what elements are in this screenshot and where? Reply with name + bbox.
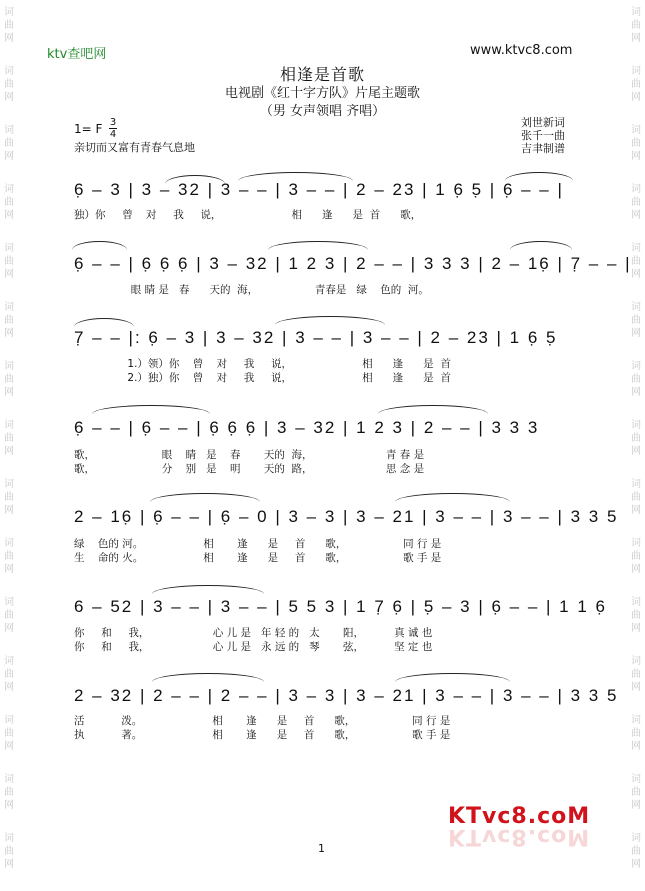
site-logo[interactable]: KTvc8.coM (448, 804, 591, 829)
watermark-char: 网 (631, 269, 641, 280)
lyric-line: 歌， 分 别 是 明 天的 路， 思 念 是 (74, 463, 425, 475)
site-logo-reflection: KTvc8.coM (448, 824, 591, 849)
arranger-credit: 吉聿制谱 (521, 142, 565, 155)
watermark-char: 网 (4, 210, 14, 221)
watermark-char: 网 (4, 505, 14, 516)
slur (152, 585, 264, 594)
watermark-char: 词 (4, 597, 14, 608)
notation-row: 6 – 52 | 3 – – | 3 – – | 5 5 3 | 1 7̣ 6̣ | 5̣ – 3 | 6̣ – – | 1 1 6̣ (74, 597, 607, 616)
right-watermark-column (629, 0, 643, 891)
watermark-char: 词 (631, 833, 641, 844)
slur (72, 241, 127, 250)
notation-row: 2 – 16̣ | 6̣ – – | 6̣ – 0 | 3 – 3 | 3 – 21 | 3 – – | 3 – – | 3 3 5 (74, 507, 619, 526)
watermark-char: 词 (631, 66, 641, 77)
watermark-char: 曲 (631, 79, 641, 90)
watermark-char: 网 (4, 151, 14, 162)
credits (521, 116, 565, 155)
lyric-line: 生 命的 火。 相 逢 是 首 歌， 歌 手 是 (74, 552, 442, 564)
song-performers: （男 女声领唱 齐唱） (259, 104, 386, 119)
watermark-char: 曲 (631, 610, 641, 621)
watermark-char: 曲 (4, 669, 14, 680)
watermark-char: 曲 (4, 787, 14, 798)
slur (275, 316, 385, 325)
lyric-line: 1.）领）你 曾 对 我 说， 相 逢 是 首 (74, 358, 451, 370)
meter-top: 3 (109, 117, 117, 128)
lyric-line: 独）你 曾 对 我 说， 相 逢 是 首 歌， (74, 209, 422, 221)
slur (395, 493, 510, 502)
watermark-char: 曲 (631, 787, 641, 798)
watermark-char: 网 (4, 623, 14, 634)
notation-row: 7̣ – – |: 6̣ – 3 | 3 – 32 | 3 – – | 3 – – | 2 – 23 | 1 6̣ 5̣ (74, 328, 558, 347)
watermark-char: 词 (4, 774, 14, 785)
watermark-char: 网 (4, 682, 14, 693)
watermark-char: 词 (631, 656, 641, 667)
slur (152, 673, 264, 682)
site-url-right[interactable]: www.ktvc8.com (470, 43, 573, 58)
watermark-char: 网 (631, 564, 641, 575)
watermark-char: 曲 (4, 138, 14, 149)
watermark-char: 曲 (631, 197, 641, 208)
watermark-char: 曲 (631, 669, 641, 680)
song-subtitle: 电视剧《红十字方队》片尾主题歌 (224, 86, 420, 101)
slur (150, 493, 260, 502)
lyric-line: 你 和 我， 心 儿 是 年 轻 的 太 阳， 真 诚 也 (74, 627, 433, 639)
watermark-char: 网 (631, 682, 641, 693)
watermark-char: 词 (4, 361, 14, 372)
watermark-char: 词 (631, 715, 641, 726)
time-signature (109, 118, 117, 139)
watermark-char: 词 (4, 479, 14, 490)
lyric-line: 执 著。 相 逢 是 首 歌， 歌 手 是 (74, 729, 451, 741)
left-watermark-column (2, 0, 16, 891)
watermark-char: 网 (4, 446, 14, 457)
watermark-char: 网 (631, 505, 641, 516)
watermark-char: 曲 (4, 256, 14, 267)
page-number: 1 (318, 842, 325, 855)
watermark-char: 曲 (631, 551, 641, 562)
watermark-char: 网 (631, 741, 641, 752)
watermark-char: 词 (631, 243, 641, 254)
watermark-char: 网 (631, 800, 641, 811)
meter-bottom: 4 (109, 129, 117, 140)
watermark-char: 词 (4, 538, 14, 549)
watermark-char: 曲 (4, 20, 14, 31)
watermark-char: 曲 (631, 374, 641, 385)
watermark-char: 曲 (631, 433, 641, 444)
slur (378, 405, 488, 414)
lyric-line: 眼 睛 是 春 天的 海， 青春是 绿 色的 河。 (74, 284, 429, 296)
watermark-char: 网 (4, 269, 14, 280)
watermark-char: 网 (631, 210, 641, 221)
watermark-char: 词 (631, 184, 641, 195)
watermark-char: 词 (4, 184, 14, 195)
watermark-char: 词 (4, 125, 14, 136)
notation-row: 6̣ – – | 6̣ 6̣ 6̣ | 3 – 32 | 1 2 3 | 2 – – | 3 3 3 | 2 – 16̣ | 7̣ – – | (74, 254, 632, 273)
watermark-char: 曲 (4, 846, 14, 857)
watermark-char: 曲 (4, 315, 14, 326)
style-note: 亲切而又富有青春气息地 (74, 141, 195, 154)
watermark-char: 词 (4, 420, 14, 431)
watermark-char: 词 (631, 302, 641, 313)
notation-row: 6̣ – – | 6̣ – – | 6̣ 6̣ 6̣ | 3 – 32 | 1 2 3 | 2 – – | 3 3 3 (74, 418, 540, 437)
watermark-char: 网 (631, 387, 641, 398)
slur (74, 318, 134, 327)
watermark-char: 词 (631, 420, 641, 431)
watermark-char: 网 (4, 564, 14, 575)
watermark-char: 词 (4, 833, 14, 844)
watermark-char: 网 (631, 33, 641, 44)
watermark-char: 词 (631, 538, 641, 549)
watermark-char: 网 (631, 151, 641, 162)
song-title: 相逢是首歌 (279, 65, 365, 84)
watermark-char: 曲 (631, 315, 641, 326)
watermark-char: 曲 (4, 433, 14, 444)
watermark-char: 网 (4, 33, 14, 44)
notation-row: 6̣ – 3 | 3 – 32 | 3 – – | 3 – – | 2 – 23 | 1 6̣ 5̣ | 6̣ – – | (74, 180, 564, 199)
watermark-char: 词 (631, 361, 641, 372)
watermark-char: 曲 (631, 256, 641, 267)
notation-row: 2 – 32 | 2 – – | 2 – – | 3 – 3 | 3 – 21 | 3 – – | 3 – – | 3 3 5 (74, 686, 619, 705)
slur (268, 241, 368, 250)
watermark-char: 词 (4, 66, 14, 77)
watermark-char: 网 (4, 859, 14, 870)
watermark-char: 曲 (631, 138, 641, 149)
watermark-char: 词 (631, 774, 641, 785)
composer-credit: 张千一曲 (521, 129, 565, 142)
lyric-line: 2.）独）你 曾 对 我 说， 相 逢 是 首 (74, 372, 451, 384)
watermark-char: 网 (631, 859, 641, 870)
watermark-char: 曲 (4, 551, 14, 562)
watermark-char: 曲 (4, 374, 14, 385)
watermark-char: 网 (4, 800, 14, 811)
lyric-line: 你 和 我， 心 儿 是 永 远 的 琴 弦， 坚 定 也 (74, 641, 433, 653)
watermark-char: 网 (631, 92, 641, 103)
watermark-char: 曲 (4, 610, 14, 621)
watermark-char: 曲 (631, 20, 641, 31)
watermark-char: 曲 (4, 492, 14, 503)
watermark-char: 词 (4, 243, 14, 254)
watermark-char: 曲 (631, 728, 641, 739)
watermark-char: 词 (631, 597, 641, 608)
watermark-char: 词 (4, 715, 14, 726)
key-signature: 1= F (74, 122, 103, 136)
watermark-char: 网 (631, 328, 641, 339)
watermark-char: 网 (631, 446, 641, 457)
watermark-char: 曲 (631, 846, 641, 857)
lyric-line: 活 泼。 相 逢 是 首 歌， 同 行 是 (74, 715, 451, 727)
watermark-char: 词 (631, 7, 641, 18)
slur (92, 405, 210, 414)
watermark-char: 网 (631, 623, 641, 634)
watermark-char: 曲 (4, 197, 14, 208)
watermark-char: 曲 (631, 492, 641, 503)
watermark-char: 曲 (4, 728, 14, 739)
watermark-char: 词 (631, 125, 641, 136)
watermark-char: 网 (4, 92, 14, 103)
lyricist-credit: 刘世新词 (521, 116, 565, 129)
site-name-left[interactable]: ktv查吧网 (47, 47, 107, 62)
slur (510, 241, 572, 250)
watermark-char: 词 (4, 656, 14, 667)
watermark-char: 词 (4, 7, 14, 18)
watermark-char: 网 (4, 387, 14, 398)
watermark-char: 曲 (4, 79, 14, 90)
watermark-char: 词 (631, 479, 641, 490)
watermark-char: 网 (4, 741, 14, 752)
lyric-line: 绿 色的 河。 相 逢 是 首 歌， 同 行 是 (74, 538, 442, 550)
watermark-char: 词 (4, 302, 14, 313)
lyric-line: 歌， 眼 睛 是 春 天的 海， 青 春 是 (74, 449, 425, 461)
watermark-char: 网 (4, 328, 14, 339)
slur (395, 673, 510, 682)
